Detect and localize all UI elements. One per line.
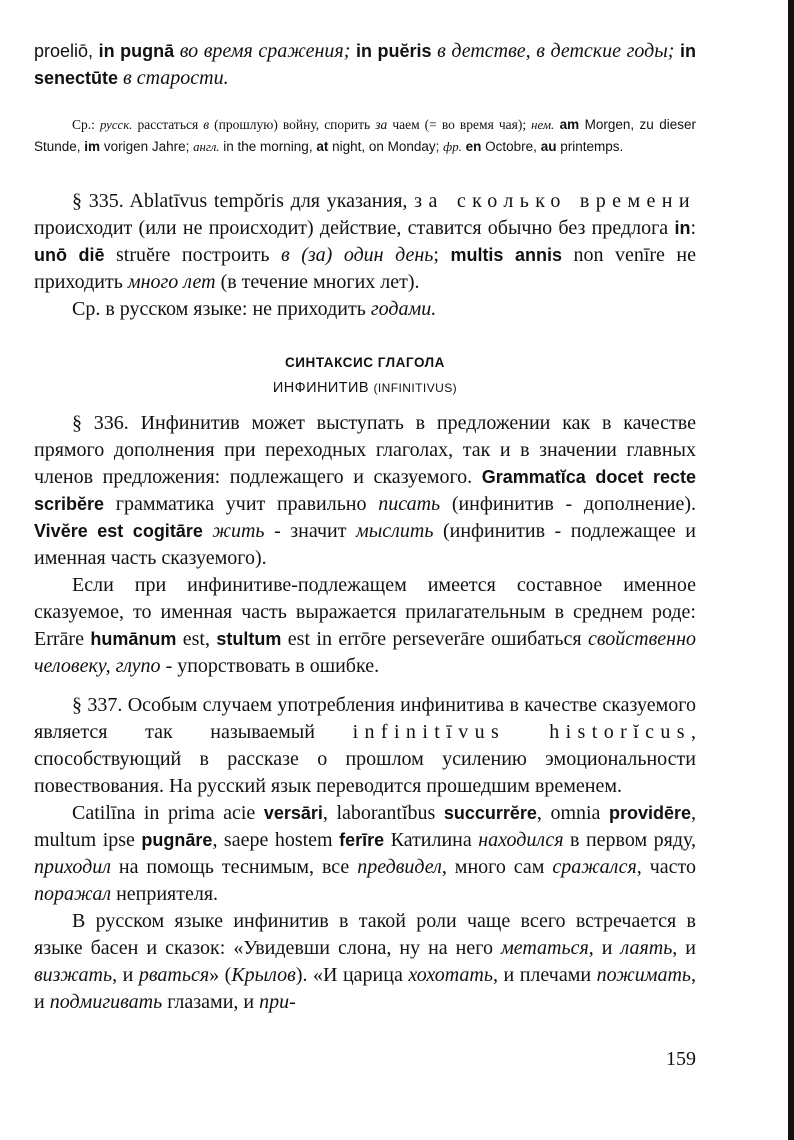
translation-text: сражался (552, 856, 637, 878)
body-text: , часто (636, 856, 696, 878)
translation-text: в (за) один день (281, 244, 434, 266)
body-text: Особым случаем употребления инфинитива в качестве сказуемого является так называемый (34, 694, 696, 743)
body-text: , и (112, 964, 139, 986)
foreign-word: im (84, 139, 101, 154)
body-text: Ср. в русском языке: не приходить (72, 298, 371, 320)
section-number: § 337. (72, 694, 123, 716)
translation-text: визжать (34, 964, 113, 986)
foreign-word: en (461, 139, 482, 154)
foreign-text: in the morning, (219, 139, 317, 154)
body-text: , много сам (441, 856, 553, 878)
latin-phrase: unō diē (34, 245, 105, 265)
paragraph-top (34, 38, 696, 92)
body-text: , и (588, 937, 621, 959)
body-text: est in errōre perseverāre ошибаться (281, 628, 588, 650)
latin-word: pugnāre (141, 830, 213, 850)
latin-word: proeliō, (34, 41, 99, 61)
translation-text: в детстве, в детские годы; (431, 40, 675, 62)
translation-text: хохотать (408, 964, 493, 986)
body-text: Катилина (384, 829, 479, 851)
language-abbrev: англ. (193, 140, 220, 154)
body-text: Если при инфинитиве-подлежащем имеется составное именное сказуемое, то именная часть выражается прилагательным в среднем роде: Errāre (34, 574, 696, 650)
note-text: за (375, 117, 388, 132)
body-text: грамматика учит правильно (104, 493, 379, 515)
body-text: , и (672, 937, 696, 959)
translation-text: жить (202, 520, 265, 542)
page-edge-bar (788, 0, 794, 1140)
body-text: в первом ряду, (563, 829, 696, 851)
latin-phrase: Grammatĭca docet recte scribĕre (34, 467, 697, 514)
translation-text: предвидел (357, 856, 442, 878)
latin-word: stultum (216, 629, 282, 649)
body-text: (инфинитив - подлежащее и именная часть сказуемого). (34, 520, 696, 569)
body-text: Инфинитив может выступать в предложении как в качестве прямого дополнения при переходных глаголах, так и в значении главных членов предложения: подлежащего и сказуемого. (34, 412, 697, 488)
spaced-emphasis: infinitīvus historĭcus (352, 721, 691, 743)
body-text: , и плечами (492, 964, 597, 986)
latin-text: , laborantĭbus (322, 802, 444, 824)
latin-word: in (674, 218, 691, 238)
body-text: неприятеля. (111, 883, 219, 905)
foreign-word: au (540, 139, 557, 154)
language-abbrev: нем. (531, 118, 555, 132)
body-text: В русском языке инфинитив в такой роли чаще всего встречается в языке басен и сказок: «Увидевши слона, ну на него (34, 910, 696, 959)
body-text: (инфинитив - дополнение). (440, 493, 696, 515)
foreign-word: at (316, 139, 329, 154)
paragraph-337 (34, 692, 696, 800)
note-text: в (203, 117, 210, 132)
note-text: расстаться (132, 117, 204, 132)
note-text: Ср.: (72, 117, 100, 132)
latin-phrase: in senectūte (34, 41, 697, 88)
latin-phrase: multis annis (450, 245, 562, 265)
body-text: , способствующий в рассказе о прошлом усилению эмоциональности повествования. На русский язык переводится прошедшим временем. (34, 721, 696, 797)
paragraph-337-example (34, 800, 696, 908)
translation-text: Крылов (231, 964, 296, 986)
section-number: § 336. (72, 412, 129, 434)
note-text: чаем (= во время чая); (387, 117, 532, 132)
body-text: struĕre построить (104, 244, 282, 266)
translation-text: метаться (500, 937, 589, 959)
latin-text: Catilīna in prima acie (72, 802, 264, 824)
body-text: на помощь теснимым, все (110, 856, 358, 878)
latin-text: , omnia (536, 802, 609, 824)
translation-text: в старости. (118, 67, 229, 89)
translation-text: мыслить (356, 520, 434, 542)
language-abbrev: русск. (99, 118, 133, 132)
body-text: происходит (или не происходит) действие, ставится обычно без предлога (34, 217, 675, 239)
body-text: non venīre не приходить (34, 244, 697, 293)
latin-phrase: in pugnā (98, 41, 175, 61)
translation-text: лаять (620, 937, 673, 959)
body-text: , и (34, 964, 697, 1013)
subsection-heading (34, 380, 696, 396)
comparison-note (34, 114, 696, 158)
body-text: est, (176, 628, 217, 650)
body-text: (в течение многих лет). (215, 271, 420, 293)
latin-word: versāri (263, 803, 323, 823)
translation-text: рваться (138, 964, 210, 986)
page-content (34, 38, 696, 1016)
translation-text: поражал (34, 883, 112, 905)
translation-text: пожимать (596, 964, 692, 986)
translation-text: приходил (34, 856, 111, 878)
body-text: - значит (264, 520, 356, 542)
foreign-word: am (554, 117, 580, 132)
translation-text: находился (478, 829, 564, 851)
latin-word: providēre (608, 803, 691, 823)
body-text: : (690, 217, 696, 239)
note-text: (прошлую) войну, спорить (209, 117, 376, 132)
foreign-text: vorigen Jahre; (100, 139, 194, 154)
body-text: Ablatīvus tempŏris для указания, (123, 190, 415, 212)
translation-text: подмигивать (49, 991, 163, 1013)
translation-text: во время сражения; (174, 40, 356, 62)
language-abbrev: фр. (443, 140, 462, 154)
translation-text: писать (378, 493, 441, 515)
paragraph-337-russian (34, 908, 696, 1016)
spaced-emphasis: за сколько времени (414, 190, 696, 212)
foreign-text: printemps. (556, 139, 624, 154)
foreign-text: night, on Monday; (328, 139, 444, 154)
paragraph-336-subject (34, 572, 696, 680)
latin-text: , saepe hostem (212, 829, 340, 851)
subsection-heading-main: ИНФИНИТИВ (272, 380, 374, 396)
translation-text: свойственно человеку, глупо (34, 628, 697, 677)
body-text: - упорствовать в ошибке. (160, 655, 380, 677)
latin-word: humānum (90, 629, 177, 649)
paragraph-336 (34, 410, 696, 572)
page-number: 159 (666, 1048, 696, 1070)
body-text: глазами, и (162, 991, 260, 1013)
translation-text: при- (259, 991, 296, 1013)
latin-phrase: in puĕris (355, 41, 432, 61)
latin-phrase: Vivĕre est cogitāre (34, 521, 203, 541)
section-number: § 335. (72, 190, 124, 212)
subsection-heading-latin: (INFINITIVUS) (373, 381, 458, 395)
latin-text: , multum ipse (34, 802, 696, 851)
foreign-text: Morgen, zu dieser Stunde, (34, 117, 696, 154)
latin-word: succurrĕre (443, 803, 537, 823)
foreign-text: Octobre, (481, 139, 541, 154)
body-text: ). «И царица (295, 964, 409, 986)
body-text: ; (433, 244, 451, 266)
translation-text: годами. (370, 298, 437, 320)
section-heading: СИНТАКСИС ГЛАГОЛА (285, 355, 445, 370)
paragraph-335 (34, 188, 696, 296)
translation-text: много лет (127, 271, 216, 293)
latin-word: ferīre (339, 830, 385, 850)
body-text: » ( (209, 964, 232, 986)
paragraph-335-compare (34, 296, 696, 323)
